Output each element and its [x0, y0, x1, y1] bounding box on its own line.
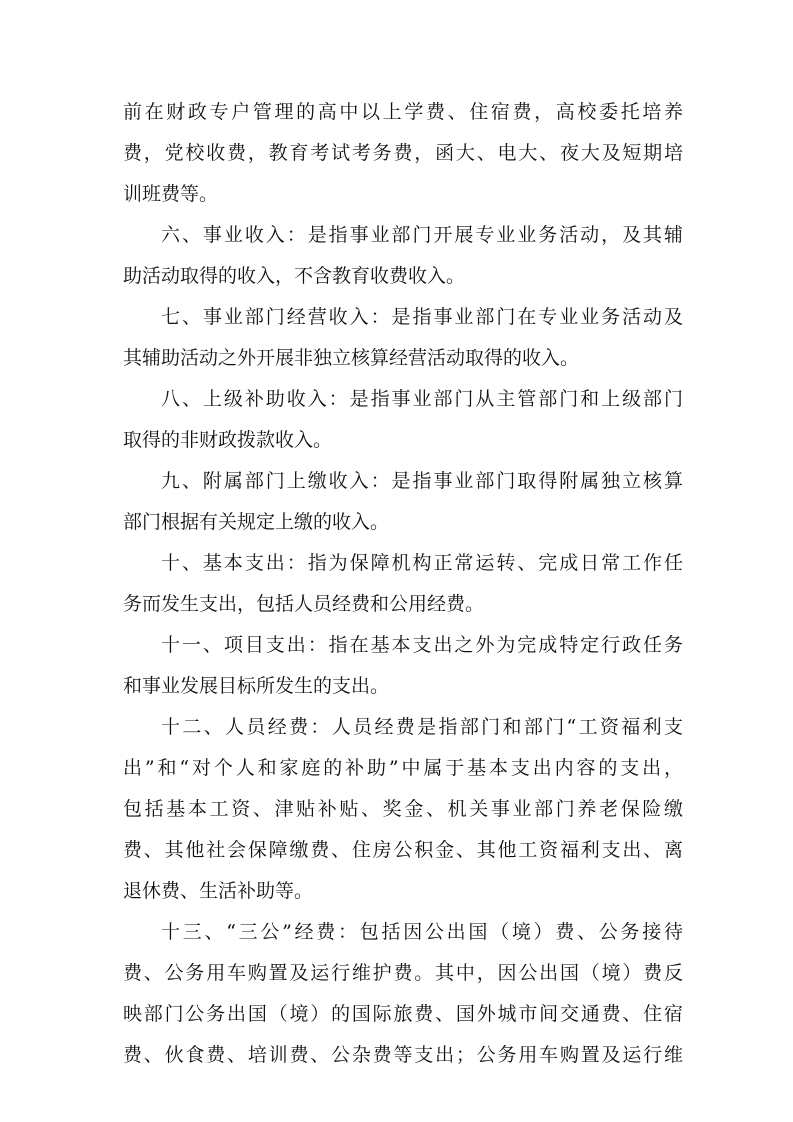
paragraph-six-line-2: 助活动取得的收入，不含教育收费收入。 — [123, 265, 466, 287]
document-body — [123, 92, 683, 1076]
text-line-2: 费，党校收费，教育考试考务费，函大、电大、夜大及短期培 — [123, 142, 683, 164]
paragraph-seven-line-2: 其辅助活动之外开展非独立核算经营活动取得的收入。 — [123, 347, 580, 369]
paragraph-eight-line-1: 八、上级补助收入：是指事业部门从主管部门和上级部门 — [161, 388, 683, 410]
paragraph-thirteen-line-2: 费、公务用车购置及运行维护费。其中，因公出国（境）费反 — [123, 962, 683, 984]
paragraph-thirteen-line-3: 映部门公务出国（境）的国际旅费、国外城市间交通费、住宿 — [123, 1003, 683, 1025]
paragraph-twelve-line-3: 包括基本工资、津贴补贴、奖金、机关事业部门养老保险缴 — [123, 798, 683, 820]
text-line-3: 训班费等。 — [123, 183, 219, 205]
paragraph-seven-line-1: 七、事业部门经营收入：是指事业部门在专业业务活动及 — [161, 306, 683, 328]
paragraph-twelve-line-5: 退休费、生活补助等。 — [123, 880, 314, 902]
paragraph-eleven-line-1: 十一、项目支出：指在基本支出之外为完成特定行政任务 — [161, 634, 683, 656]
paragraph-eight-line-2: 取得的非财政拨款收入。 — [123, 429, 333, 451]
paragraph-twelve-line-4: 费、其他社会保障缴费、住房公积金、其他工资福利支出、离 — [123, 839, 683, 861]
paragraph-thirteen-line-1: 十三、“三公”经费：包括因公出国（境）费、公务接待 — [161, 921, 683, 943]
paragraph-six-line-1: 六、事业收入：是指事业部门开展专业业务活动，及其辅 — [161, 224, 683, 246]
text-line-1: 前在财政专户管理的高中以上学费、住宿费，高校委托培养 — [123, 101, 683, 123]
paragraph-eleven-line-2: 和事业发展目标所发生的支出。 — [123, 675, 390, 697]
paragraph-thirteen-line-4: 费、伙食费、培训费、公杂费等支出；公务用车购置及运行维 — [123, 1044, 683, 1066]
paragraph-nine-line-2: 部门根据有关规定上缴的收入。 — [123, 511, 390, 533]
paragraph-twelve-line-1: 十二、人员经费：人员经费是指部门和部门“工资福利支 — [161, 716, 683, 738]
paragraph-ten-line-1: 十、基本支出：指为保障机构正常运转、完成日常工作任 — [161, 552, 683, 574]
paragraph-ten-line-2: 务而发生支出，包括人员经费和公用经费。 — [123, 593, 485, 615]
paragraph-twelve-line-2: 出”和“对个人和家庭的补助”中属于基本支出内容的支出， — [123, 757, 683, 779]
paragraph-nine-line-1: 九、附属部门上缴收入：是指事业部门取得附属独立核算 — [161, 470, 683, 492]
